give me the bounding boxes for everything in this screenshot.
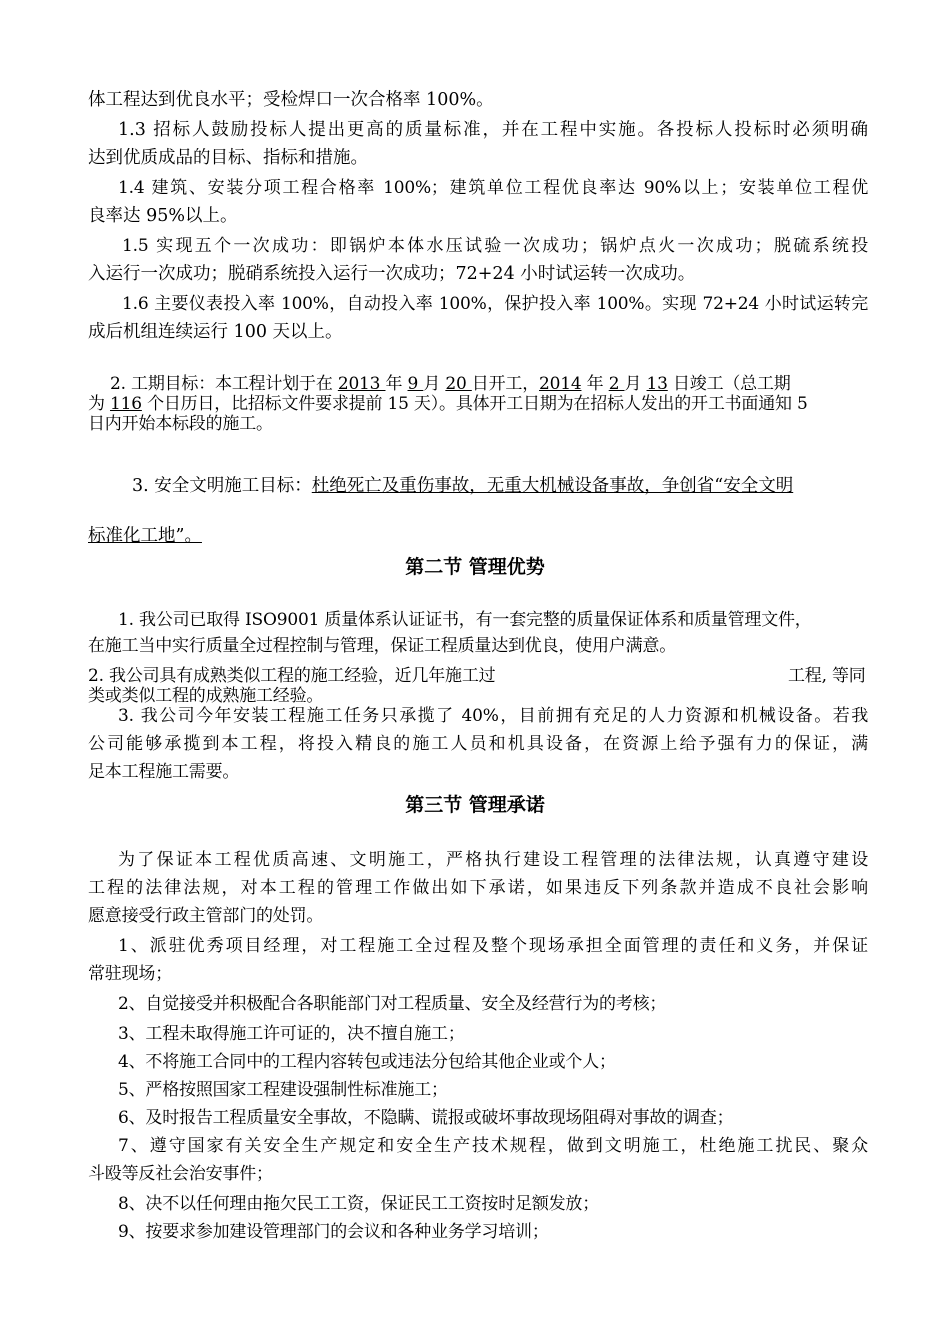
start-suffix: 日开工， — [471, 374, 539, 394]
item-1-6-line-1: 1.6 主要仪表投入率 100%，自动投入率 100%，保护投入率 100%。实现 72+24 小时试运转完 — [122, 294, 868, 314]
item-1-6-line-2: 成后机组连续运行 100 天以上。 — [88, 322, 343, 342]
advantage-2-line-2: 类或类似工程的成熟施工经验。 — [88, 686, 324, 706]
month-label: 月 — [423, 374, 446, 394]
safety-goal-2: 标准化工地”。 — [88, 526, 202, 546]
year-label: 年 — [385, 374, 408, 394]
end-suffix: 日竣工（总工期 — [667, 374, 791, 394]
end-year: 2014 — [539, 374, 582, 394]
end-day: 13 — [646, 374, 668, 394]
item-1-3-line-2: 达到优质成品的目标、指标和措施。 — [88, 148, 368, 168]
start-month: 9 — [407, 374, 424, 394]
advantage-2-left: 2. 我公司具有成熟类似工程的施工经验，近几年施工过 — [88, 666, 496, 686]
commitment-2: 2、自觉接受并积极配合各职能部门对工程质量、安全及经营行为的考核； — [118, 994, 667, 1014]
advantage-2-right: 工程, 等同 — [788, 666, 866, 686]
advantage-1-line-2: 在施工当中实行质量全过程控制与管理，保证工程质量达到优良，使用户满意。 — [88, 636, 676, 656]
year-label-2: 年 — [581, 374, 609, 394]
commitment-3: 3、工程未取得施工许可证的，决不擅自施工； — [118, 1024, 465, 1044]
advantage-1-line-1: 1. 我公司已取得 ISO9001 质量体系认证证书，有一套完整的质量保证体系和质量管理文件， — [118, 610, 812, 630]
weld-pass-rate-line: 体工程达到优良水平；受检焊口一次合格率 100%。 — [88, 90, 494, 110]
advantage-3-line-1: 3. 我公司今年安装工程施工任务只承揽了 40%，目前拥有充足的人力资源和机械设备。若我 — [118, 706, 868, 726]
total-days: 116 — [110, 394, 142, 414]
item-1-5-line-1: 1.5 实现五个一次成功：即锅炉本体水压试验一次成功；锅炉点火一次成功；脱硫系统投 — [122, 236, 868, 256]
section-3-title: 第三节 管理承诺 — [405, 794, 545, 816]
item-1-4-line-2: 良率达 95%以上。 — [88, 206, 238, 226]
advantage-3-line-3: 足本工程施工需要。 — [88, 762, 240, 782]
start-day: 20 — [445, 374, 472, 394]
item-1-3-line-1: 1.3 招标人鼓励投标人提出更高的质量标准，并在工程中实施。各投标人投标时必须明确 — [118, 120, 868, 140]
safety-line-1 — [132, 474, 868, 498]
commitment-5: 5、严格按照国家工程建设强制性标准施工； — [118, 1080, 448, 1100]
commitment-1-line-2: 常驻现场； — [88, 964, 172, 984]
schedule-prefix: 2. 工期目标：本工程计划于在 — [110, 374, 338, 394]
end-month: 2 — [608, 374, 625, 394]
safety-line-2 — [88, 524, 868, 548]
safety-prefix: 3. 安全文明施工目标： — [132, 476, 312, 496]
commitment-7-line-2: 斗殴等反社会治安事件； — [88, 1164, 273, 1184]
commitment-intro-line-3: 愿意接受行政主管部门的处罚。 — [88, 906, 324, 926]
schedule-line2-prefix: 为 — [88, 394, 111, 414]
commitment-6: 6、及时报告工程质量安全事故，不隐瞒、谎报或破坏事故现场阻碍对事故的调查； — [118, 1108, 734, 1128]
section-2-title: 第二节 管理优势 — [405, 556, 545, 578]
item-1-5-line-2: 入运行一次成功；脱硝系统投入运行一次成功；72+24 小时试运转一次成功。 — [88, 264, 696, 284]
schedule-line2-suffix: 个日历日，比招标文件要求提前 15 天）。具体开工日期为在招标人发出的开工书面通知 5 — [141, 394, 808, 414]
advantage-3-line-2: 公司能够承揽到本工程，将投入精良的施工人员和机具设备，在资源上给予强有力的保证，满 — [88, 734, 868, 754]
commitment-1-line-1: 1、派驻优秀项目经理，对工程施工全过程及整个现场承担全面管理的责任和义务，并保证 — [118, 936, 868, 956]
commitment-intro-line-1: 为了保证本工程优质高速、文明施工，严格执行建设工程管理的法律法规，认真遵守建设 — [118, 850, 868, 870]
commitment-intro-line-2: 工程的法律法规，对本工程的管理工作做出如下承诺，如果违反下列条款并造成不良社会影响 — [88, 878, 868, 898]
start-year: 2013 — [337, 374, 386, 394]
month-label-2: 月 — [624, 374, 647, 394]
item-1-4-line-1: 1.4 建筑、安装分项工程合格率 100%；建筑单位工程优良率达 90%以上；安装单位工程优 — [118, 178, 868, 198]
commitment-4: 4、不将施工合同中的工程内容转包或违法分包给其他企业或个人； — [118, 1052, 616, 1072]
commitment-7-line-1: 7、遵守国家有关安全生产规定和安全生产技术规程，做到文明施工，杜绝施工扰民、聚众 — [118, 1136, 868, 1156]
commitment-9: 9、按要求参加建设管理部门的会议和各种业务学习培训； — [118, 1222, 549, 1242]
commitment-8: 8、决不以任何理由拖欠民工工资，保证民工工资按时足额发放； — [118, 1194, 600, 1214]
schedule-line-3: 日内开始本标段的施工。 — [88, 414, 273, 434]
safety-goal-1: 杜绝死亡及重伤事故，无重大机械设备事故，争创省“安全文明 — [311, 476, 794, 496]
